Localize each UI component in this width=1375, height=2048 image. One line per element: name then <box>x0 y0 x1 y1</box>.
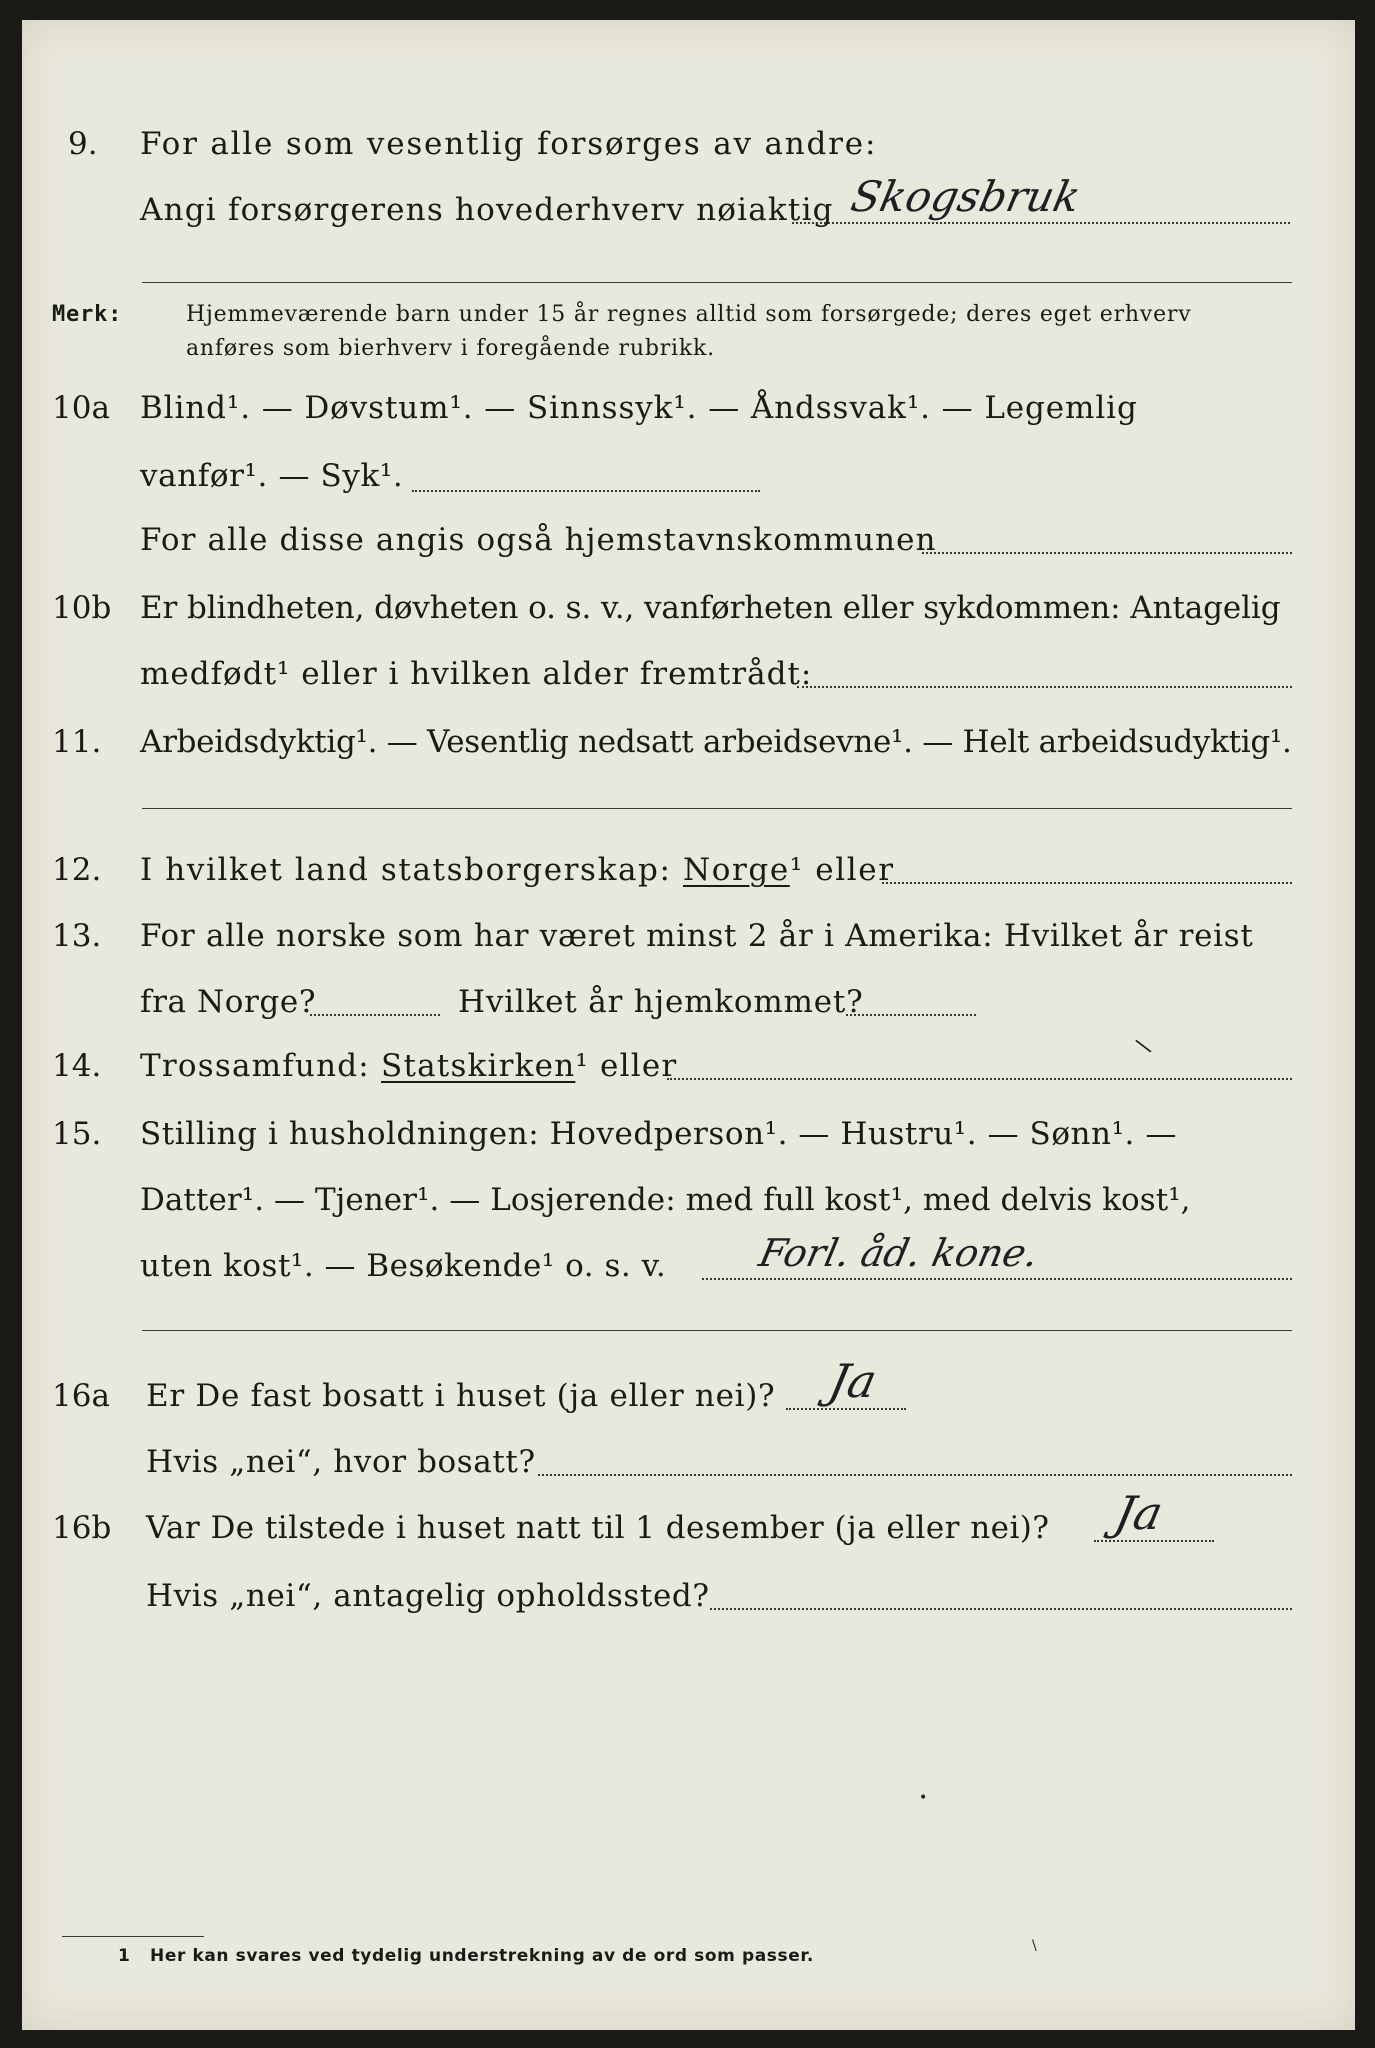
q11-number: 11. <box>52 724 102 760</box>
q10a-line1: Blind¹. — Døvstum¹. — Sinnssyk¹. — Åndssvak¹. — Legemlig <box>140 390 1138 426</box>
q16a-line1: Er De fast bosatt i huset (ja eller nei)? <box>146 1378 776 1414</box>
q12-line: I hvilket land statsborgerskap: Norge¹ eller <box>140 852 895 888</box>
q16a-bosatt-answer-line[interactable] <box>538 1474 1292 1476</box>
q9-answer-line[interactable] <box>792 222 1290 224</box>
ink-dot: • <box>919 1790 928 1806</box>
pen-mark: \ <box>1032 1938 1037 1954</box>
footnote-text: Her kan svares ved tydelig understrekning av de ord som passer. <box>150 1946 814 1966</box>
q13-number: 13. <box>52 918 102 954</box>
section-divider <box>142 1330 1292 1331</box>
census-form-page <box>22 20 1355 2030</box>
q14-line: Trossamfund: Statskirken¹ eller <box>140 1048 678 1084</box>
q15-line1: Stilling i husholdningen: Hovedperson¹. — Hustru¹. — Sønn¹. — <box>140 1116 1177 1152</box>
q16b-answer-handwriting: Ja <box>1110 1486 1168 1540</box>
merk-line2: anføres som bierhverv i foregående rubrikk. <box>186 336 715 361</box>
q12-answer-line[interactable] <box>882 882 1292 884</box>
q13-line1: For alle norske som har været minst 2 år i Amerika: Hvilket år reist <box>140 918 1254 954</box>
q10a-line3: For alle disse angis også hjemstavnskommunen <box>140 522 937 558</box>
q14-statskirken-underlined: Statskirken <box>381 1048 576 1084</box>
pen-mark: \ <box>1133 1034 1154 1059</box>
q16a-answer-line[interactable] <box>786 1408 906 1410</box>
q9-answer-handwriting: Skogsbruk <box>846 172 1085 221</box>
q15-number: 15. <box>52 1116 102 1152</box>
q10a-number: 10a <box>52 390 110 426</box>
footnote-rule <box>62 1936 204 1937</box>
q15-answer-line[interactable] <box>702 1278 1292 1280</box>
q15-line3: uten kost¹. — Besøkende¹ o. s. v. <box>140 1248 667 1284</box>
q14-number: 14. <box>52 1048 102 1084</box>
q15-answer-handwriting: Forl. åd. kone. <box>755 1231 1043 1275</box>
q15-line2: Datter¹. — Tjener¹. — Losjerende: med full kost¹, med delvis kost¹, <box>140 1182 1191 1218</box>
q13-line2b: Hvilket år hjemkommet? <box>458 984 864 1020</box>
q10a-hjemstavn-answer-line[interactable] <box>922 552 1292 554</box>
q16a-number: 16a <box>52 1378 110 1414</box>
q9-number: 9. <box>68 126 98 162</box>
q9-line2: Angi forsørgerens hovederhverv nøiaktig <box>140 192 834 228</box>
section-divider <box>142 282 1292 283</box>
q16a-line2: Hvis „nei“, hvor bosatt? <box>146 1444 536 1480</box>
q16b-opholdssted-answer-line[interactable] <box>710 1608 1292 1610</box>
q9-line1: For alle som vesentlig forsørges av andre: <box>140 126 878 162</box>
q10b-line1: Er blindheten, døvheten o. s. v., vanførheten eller sykdommen: Antagelig <box>140 590 1281 626</box>
q16b-line2: Hvis „nei“, antagelig opholdssted? <box>146 1578 710 1614</box>
section-divider <box>142 808 1292 809</box>
merk-label: Merk: <box>52 302 123 327</box>
merk-line1: Hjemmeværende barn under 15 år regnes alltid som forsørgede; deres eget erhverv <box>186 302 1192 327</box>
q10a-line2: vanfør¹. — Syk¹. <box>140 458 404 494</box>
q16a-answer-handwriting: Ja <box>824 1354 882 1408</box>
q12-number: 12. <box>52 852 102 888</box>
q11-line1: Arbeidsdyktig¹. — Vesentlig nedsatt arbeidsevne¹. — Helt arbeidsudyktig¹. <box>140 724 1292 760</box>
q16b-line1: Var De tilstede i huset natt til 1 desember (ja eller nei)? <box>146 1510 1050 1546</box>
q10a-syk-answer-line[interactable] <box>412 490 760 492</box>
q16b-number: 16b <box>52 1510 112 1546</box>
q13-line2a: fra Norge? <box>140 984 317 1020</box>
q13-hjemkommet-answer-line[interactable] <box>846 1014 976 1016</box>
q16b-answer-line[interactable] <box>1094 1540 1214 1542</box>
q12-norge-underlined: Norge <box>683 852 790 888</box>
q10b-answer-line[interactable] <box>797 686 1292 688</box>
q13-reist-answer-line[interactable] <box>310 1014 440 1016</box>
q10b-number: 10b <box>52 590 112 626</box>
q10b-line2: medfødt¹ eller i hvilken alder fremtrådt: <box>140 656 813 692</box>
q14-answer-line[interactable] <box>667 1078 1292 1080</box>
footnote-mark: 1 <box>118 1946 131 1966</box>
